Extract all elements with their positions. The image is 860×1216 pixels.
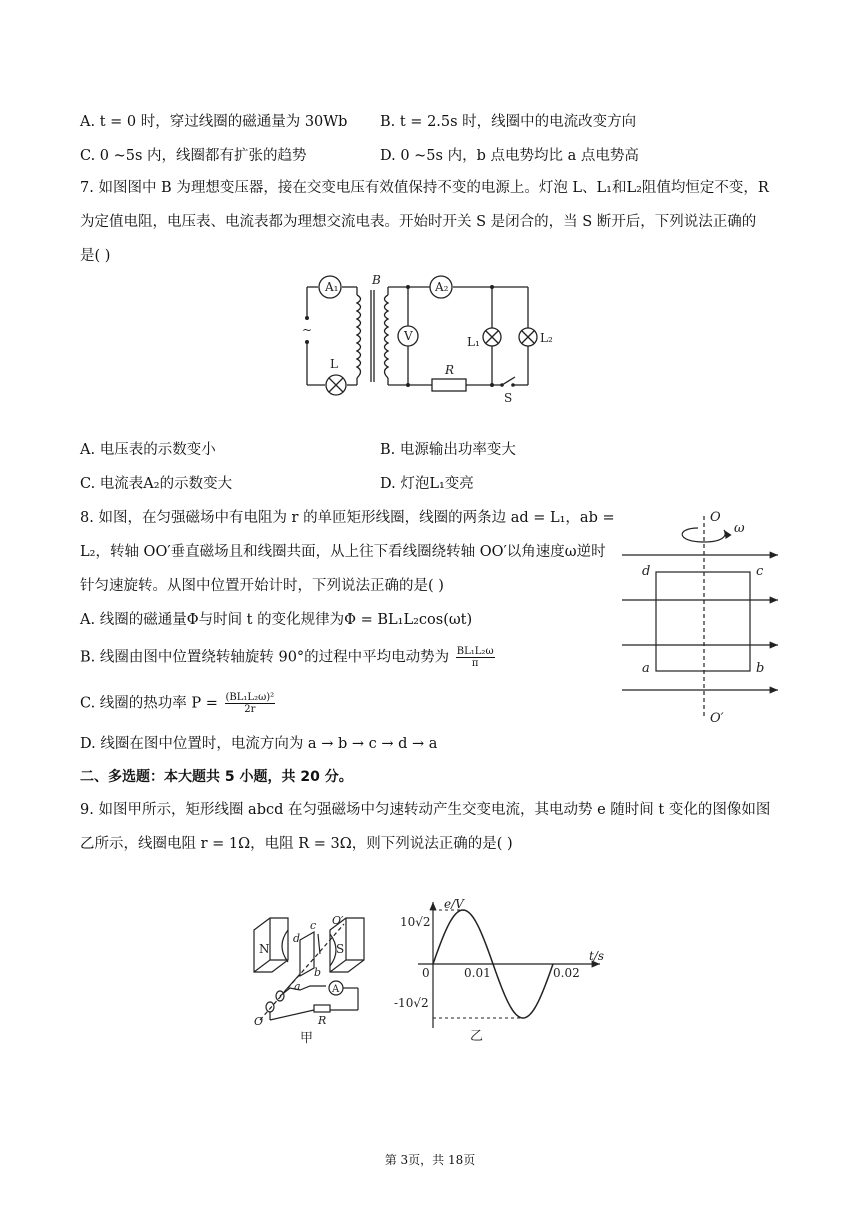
x-axis-label: t/s: [589, 949, 605, 963]
coil-c-label: c: [310, 919, 317, 932]
coil-a-label: a: [294, 980, 301, 993]
q8-option-b: [80, 646, 495, 669]
q8-option-b-text: B. 线圈由图中位置绕转轴旋转 90°的过程中平均电动势为: [80, 649, 450, 666]
ac-source-symbol: ~: [302, 323, 313, 337]
q7-stem-line2: 为定值电阻，电压表、电流表都为理想交流电表。开始时开关 S 是闭合的，当 S 断开后，下列说法正确的: [80, 214, 757, 230]
corner-b-label: b: [756, 661, 765, 676]
q8-option-a: A. 线圈的磁通量Φ与时间 t 的变化规律为Φ = BL₁L₂cos(ωt): [80, 612, 473, 628]
q7-option-b: B. 电源输出功率变大: [380, 442, 516, 458]
q8-stem-line1: 8. 如图，在匀强磁场中有电阻为 r 的单匝矩形线圈，线圈的两条边 ad = L₁，ab =: [80, 510, 615, 526]
magnet-s-label: S: [336, 942, 345, 956]
magnet-n-label: N: [259, 942, 270, 956]
q8-stem-line2: L₂，转轴 OO′垂直磁场且和线圈共面，从上往下看线圈绕转轴 OO′以角速度ω逆时: [80, 544, 606, 560]
lamp-l2-label: L₂: [540, 331, 553, 345]
y-tick-max: 10√2: [400, 915, 431, 929]
axis-o-label-jia: O: [254, 1015, 264, 1028]
q6-option-a: A. t = 0 时，穿过线圈的磁通量为 30Wb: [80, 114, 348, 130]
q8-option-c: [80, 692, 275, 715]
q7-stem-line1: 7. 如图图中 B 为理想变压器，接在交变电压有效值保持不变的电源上。灯泡 L、L₁和L₂阻值均恒定不变，R: [80, 180, 769, 196]
q7-option-a: A. 电压表的示数变小: [80, 442, 216, 458]
q8-option-c-denominator: 2r: [244, 704, 256, 715]
x-tick-0-01: 0.01: [464, 966, 491, 980]
q8-option-b-numerator: BL₁L₂ω: [456, 646, 494, 657]
q6-option-b: B. t = 2.5s 时，线圈中的电流改变方向: [380, 114, 637, 130]
section-2-heading: 二、多选题：本大题共 5 小题，共 20 分。: [80, 769, 353, 785]
page-footer: 第 3页，共 18页: [384, 1153, 476, 1167]
coil-b-label: b: [314, 966, 322, 979]
figure-jia-caption: 甲: [300, 1031, 314, 1046]
axis-o-label: O: [710, 510, 721, 525]
q7-option-d: D. 灯泡L₁变亮: [380, 476, 474, 492]
ammeter-label-jia: A: [332, 984, 340, 995]
corner-a-label: a: [642, 661, 650, 676]
q8-stem-line3: 针匀速旋转。从图中位置开始计时，下列说法正确的是( ): [80, 578, 444, 594]
y-axis-label: e/V: [444, 897, 464, 911]
y-tick-min: -10√2: [394, 996, 429, 1010]
q8-option-b-denominator: π: [471, 658, 479, 669]
switch-label: S: [504, 391, 513, 405]
omega-label: ω: [734, 521, 745, 536]
q9-stem-line1: 9. 如图甲所示，矩形线圈 abcd 在匀强磁场中匀速转动产生交变电流，其电动势 e 随时间 t 变化的图像如图: [80, 802, 771, 818]
resistor-label: R: [445, 363, 455, 377]
coil-d-label: d: [293, 932, 301, 945]
q6-option-c: C. 0 ~5s 内，线圈都有扩张的趋势: [80, 148, 307, 164]
transformer-label: B: [372, 273, 381, 287]
q7-stem-line3: 是( ): [80, 248, 111, 264]
axis-o-prime-label: O′: [710, 711, 724, 726]
x-tick-0-02: 0.02: [553, 966, 580, 980]
figure-yi-caption: 乙: [470, 1029, 484, 1044]
lamp-l-label: L: [330, 357, 338, 371]
voltmeter-label: V: [404, 329, 413, 343]
resistor-label-jia: R: [318, 1014, 327, 1027]
x-tick-0: 0: [422, 966, 430, 980]
axis-o-prime-label-jia: O′: [332, 914, 344, 927]
corner-c-label: c: [756, 564, 764, 579]
corner-d-label: d: [642, 564, 651, 579]
q9-generator-diagram-jia: [248, 910, 378, 1045]
ammeter-a1-label: A₁: [325, 280, 339, 294]
q8-option-c-numerator: (BL₁L₂ω)²: [225, 692, 275, 703]
lamp-l1-label: L₁: [467, 335, 480, 349]
q8-option-d: D. 线圈在图中位置时，电流方向为 a → b → c → d → a: [80, 736, 438, 752]
q6-option-d: D. 0 ~5s 内，b 点电势均比 a 点电势高: [380, 148, 639, 164]
q7-option-c: C. 电流表A₂的示数变大: [80, 476, 233, 492]
q8-option-b-fraction: [456, 646, 495, 669]
q9-stem-line2: 乙所示，线圈电阻 r = 1Ω，电阻 R = 3Ω，则下列说法正确的是( ): [80, 836, 513, 852]
ammeter-a2-label: A₂: [435, 280, 449, 294]
q8-option-c-fraction: [225, 692, 276, 715]
q9-emf-graph-yi: [378, 896, 618, 1046]
q7-circuit-diagram: [295, 270, 565, 410]
q8-option-c-text: C. 线圈的热功率 P =: [80, 695, 218, 712]
q8-coil-diagram: [618, 506, 788, 726]
